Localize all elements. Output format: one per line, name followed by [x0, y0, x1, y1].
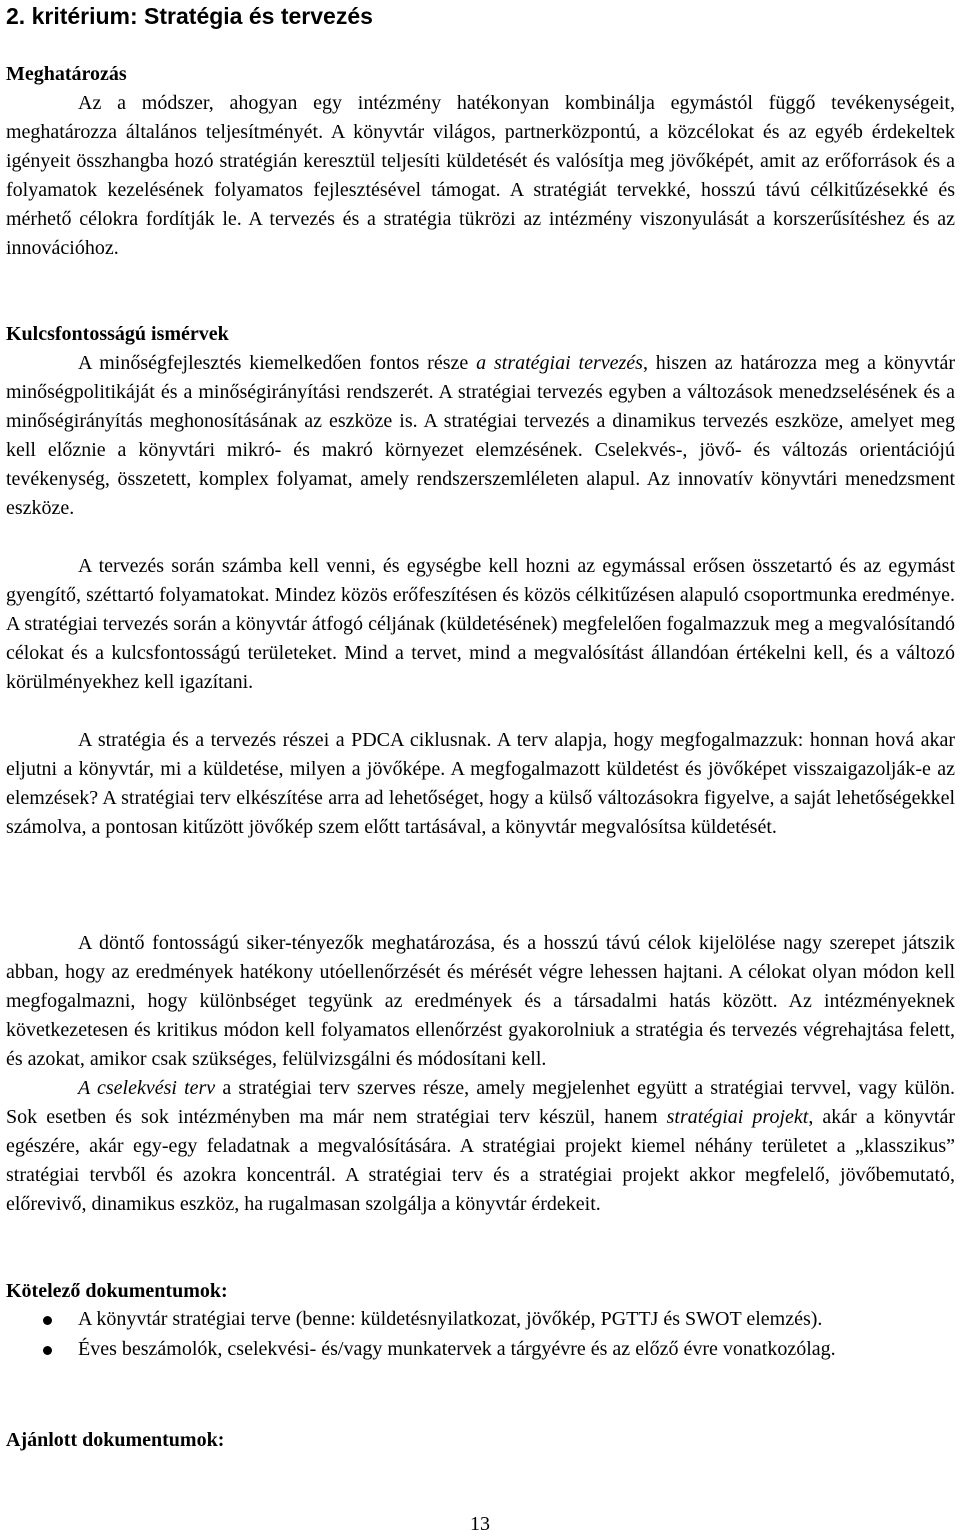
- key-paragraph-4: A döntő fontosságú siker-tényezők meghatározása, és a hosszú távú célok kijelölése nagy szerepet játszik abban, hogy az eredmények hatékony utóellenőrzését és mérését végre lehessen hajtani. A célokat olyan módon kell megfogalmazni, hogy különbséget tegyünk az eredmények és a társadalmi hatás között. Az intézményeknek következetesen és kritikus módon kell folyamatos ellenőrzést gyakorolniuk a stratégia és tervezés végrehajtása felett, és azokat, amikor csak szükséges, felülvizsgálni és módosítani kell.: [6, 932, 955, 1070]
- key-p5-text-a: a stratégiai terv szerves része, amely megjelenhet együtt a stratégiai tervvel, vagy külön. Sok esetben és sok intézményben ma már nem stratégiai terv készül, hanem: [6, 1077, 956, 1128]
- key-paragraph-2: A tervezés során számba kell venni, és egységbe kell hozni az egymással erősen összetartó és az egymást gyengítő, széttartó folyamatokat. Mindez közös erőfeszítésen és közös célkitűzésen alapuló csoportmunka eredménye. A stratégiai tervezés során a könyvtár átfogó céljának (küldetésének) megfelelően fogalmazzuk meg a megvalósítandó célokat és a kulcsfontosságú területeket. Mind a tervet, mind a megvalósítást állandóan értékelni kell, és a változó körülményekhez kell igazítani.: [6, 555, 955, 693]
- key-p1-text-b: , hiszen az határozza meg a könyvtár minőségpolitikáját és a minőségirányítási rendszerét. A stratégiai tervezés egyben a változások menedzselésének és a minőségirányítás meghonosításának az eszköze is. A stratégiai tervezés a dinamikus tervezés eszköze, amelyet meg kell előznie a könyvtári mikró- és makró környezet elemzésének. Cselekvés-, jövő- és változás orientációjú tevékenység, összetett, komplex folyamat, amely rendszerszemléleten alapul. Az innovatív könyvtári menedzsment eszköze.: [6, 352, 955, 519]
- mandatory-docs-list: [6, 1305, 955, 1365]
- key-p1-text-a: A minőségfejlesztés kiemelkedően fontos része: [78, 352, 477, 374]
- list-item-text: A könyvtár stratégiai terve (benne: küldetésnyilatkozat, jövőkép, PGTTJ és SWOT elemzés).: [78, 1308, 823, 1330]
- list-item-text: Éves beszámolók, cselekvési- és/vagy munkatervek a tárgyévre és az előző évre vonatkozólag.: [78, 1338, 836, 1360]
- key-p5-emphasis-2: stratégiai projekt: [666, 1106, 809, 1128]
- key-paragraph-3: A stratégia és a tervezés részei a PDCA ciklusnak. A terv alapja, hogy megfogalmazzuk: honnan hová akar eljutni a könyvtár, mi a küldetése, milyen a jövőképe. A megfogalmazott küldetést és jövőképet visszaigazolják-e az elemzések? A stratégiai terv elkészítése arra ad lehetőséget, hogy a külső változásokra figyelve, a saját lehetőségekkel számolva, a pontosan kitűzött jövőkép szem előtt tartásával, a könyvtár megvalósítsa küldetését.: [6, 729, 955, 838]
- definition-paragraph: Az a módszer, ahogyan egy intézmény hatékonyan kombinálja egymástól függő tevékenységeit, meghatározza általános teljesítményét. A könyvtár világos, partnerközpontú, a közcélokat és az egyéb érdekeltek igényeit összhangba hozó stratégián keresztül teljesíti küldetését és valósítja meg jövőképét, amit az erőforrások és a folyamatok kezelésének folyamatos fejlesztésével támogat. A stratégiát tervekké, hosszú távú célkitűzésekké és mérhető célokra fordítják le. A tervezés és a stratégia tükrözi az intézmény viszonyulását a korszerűsítéshez és az innovációhoz.: [6, 92, 955, 259]
- key-p5-emphasis-1: A cselekvési terv: [78, 1077, 216, 1099]
- list-item: [6, 1305, 955, 1334]
- recommended-docs-title: Ajánlott dokumentumok:: [6, 1429, 225, 1451]
- bullet-icon: [43, 1346, 52, 1355]
- key-p1-emphasis: a stratégiai tervezés: [476, 352, 643, 374]
- page-heading: 2. kritérium: Stratégia és tervezés: [6, 3, 373, 29]
- key-criteria-title: Kulcsfontosságú ismérvek: [6, 323, 229, 345]
- definition-title: Meghatározás: [6, 63, 127, 85]
- bullet-icon: [43, 1316, 52, 1325]
- key-p5-text-b: , akár a könyvtár egészére, akár egy-egy feladatnak a megvalósítására. A stratégiai projekt kiemel néhány területet a „klasszikus” stratégiai tervből és azokra koncentrál. A stratégiai terv és a stratégiai projekt akkor megfelelő, jövőbemutató, előrevivő, dinamikus eszköz, ha rugalmasan szolgálja a könyvtár érdekeit.: [6, 1106, 956, 1215]
- key-paragraph-5: [6, 1074, 955, 1219]
- key-paragraph-1: [6, 349, 955, 523]
- list-item: [6, 1335, 955, 1364]
- mandatory-docs-title: Kötelező dokumentumok:: [6, 1280, 228, 1302]
- page-number: 13: [470, 1513, 490, 1535]
